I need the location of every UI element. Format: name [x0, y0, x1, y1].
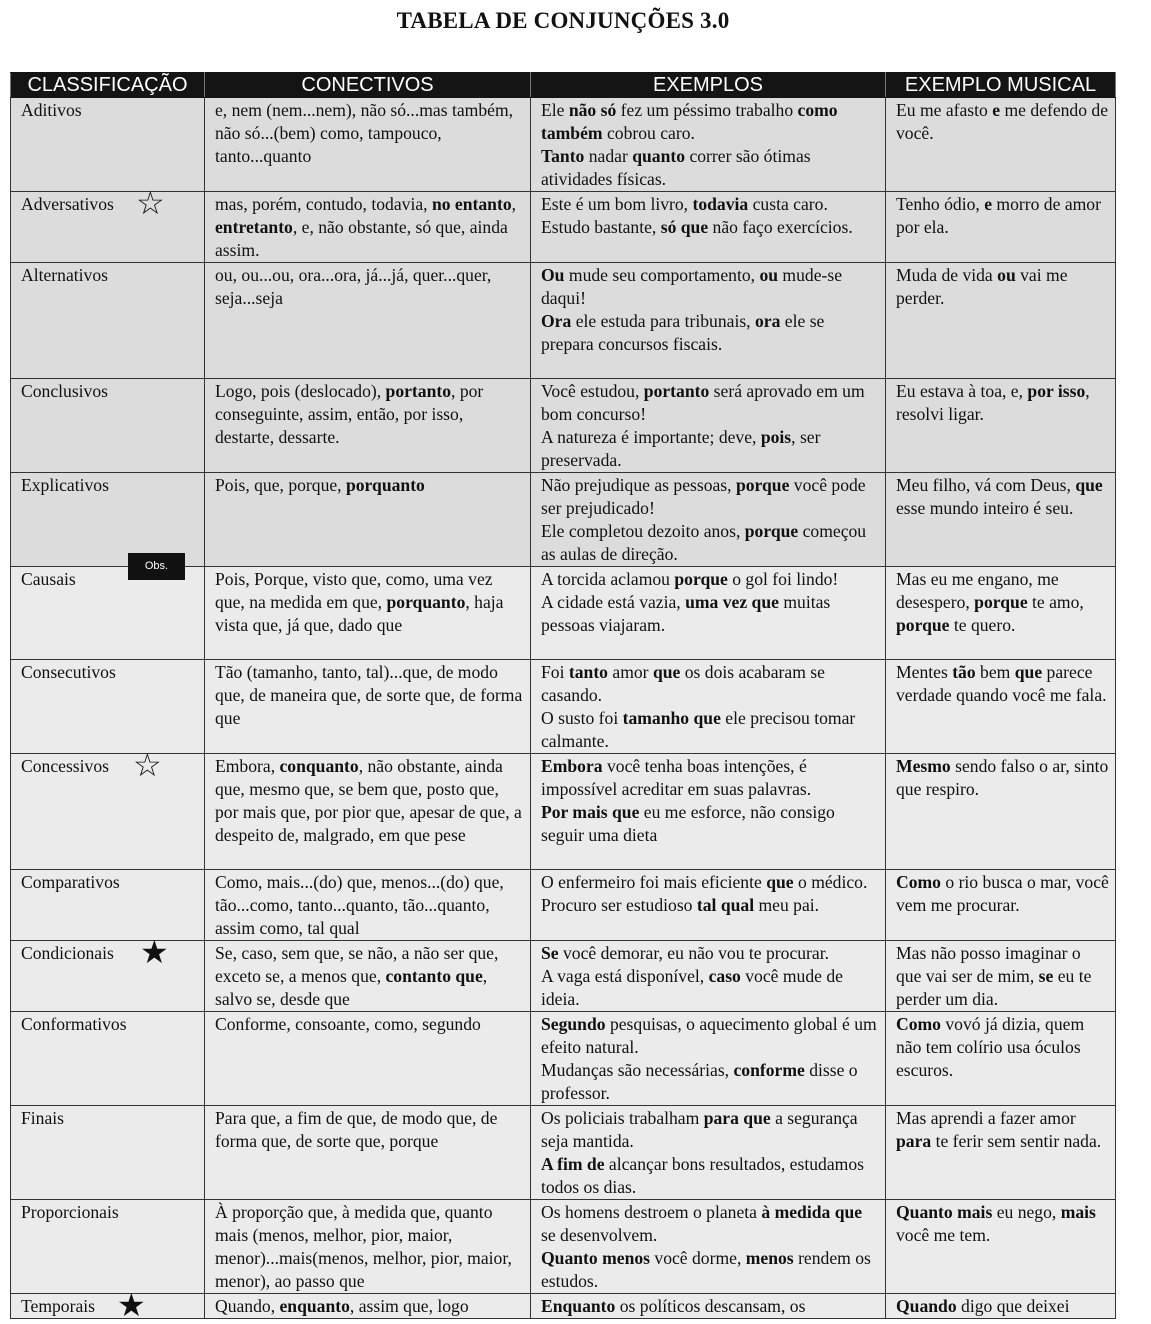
- classification-label: Adversativos: [21, 194, 114, 214]
- text-run: , resolvi ligar.: [896, 381, 1090, 424]
- text-run: Como, mais...(do) que, menos...(do) que, tão...como, tanto...quanto, tão...quanto, assim como, tal qual: [215, 872, 504, 938]
- highlighted-conjunction: Tanto: [541, 146, 585, 166]
- highlighted-conjunction: por isso: [1027, 381, 1086, 401]
- highlighted-conjunction: contanto que: [385, 966, 483, 986]
- classification-label: Concessivos: [21, 756, 109, 776]
- examples-cell: [531, 98, 886, 192]
- text-run: Estudo bastante,: [541, 217, 661, 237]
- example-sentence: [541, 1295, 880, 1318]
- text-run: Ele: [541, 100, 569, 120]
- table-row: [11, 941, 1116, 1012]
- example-sentence: [541, 193, 880, 216]
- text-run: começou as aulas de direção.: [541, 521, 867, 564]
- example-sentence: [541, 145, 880, 191]
- highlighted-conjunction: ou: [759, 265, 779, 285]
- classification-label: Conclusivos: [21, 381, 108, 401]
- musical-example-cell: [886, 473, 1116, 567]
- highlighted-conjunction: Ora: [541, 311, 572, 331]
- text-run: o gol foi lindo!: [727, 569, 839, 589]
- highlighted-conjunction: porquanto: [386, 592, 466, 612]
- musical-example-cell: [886, 1106, 1116, 1200]
- classification-label: Finais: [21, 1108, 65, 1128]
- musical-example-cell: [886, 870, 1116, 941]
- text-run: Os policiais trabalham: [541, 1108, 704, 1128]
- text-run: te quero.: [949, 615, 1016, 635]
- text-run: , ser preservada.: [541, 427, 821, 470]
- text-run: Tão (tamanho, tanto, tal)...que, de modo que, de maneira que, de sorte que, de forma que: [215, 662, 523, 728]
- musical-example-cell: [886, 1012, 1116, 1106]
- highlighted-conjunction: como também: [541, 100, 838, 143]
- text-run: o médico.: [793, 872, 868, 892]
- text-run: Este é um bom livro,: [541, 194, 693, 214]
- highlighted-conjunction: mais: [1060, 1202, 1096, 1222]
- example-sentence: [541, 216, 880, 239]
- obs-note-button[interactable]: Obs.: [128, 553, 185, 580]
- examples-cell: [531, 263, 886, 379]
- text-run: mude-se daqui!: [541, 265, 843, 308]
- highlighted-conjunction: se: [1038, 966, 1054, 986]
- text-run: , não obstante, ainda que, mesmo que, se bem que, posto que, por mais que, por pior que, apesar de que, a despeito de, malgrado, em que pese: [215, 756, 522, 845]
- table-row: [11, 660, 1116, 754]
- examples-cell: [531, 941, 886, 1012]
- example-sentence: [541, 942, 880, 965]
- table-row: [11, 754, 1116, 870]
- text-run: Ele completou dezoito anos,: [541, 521, 745, 541]
- highlighted-conjunction: tal qual: [696, 895, 755, 915]
- text-run: A vaga está disponível,: [541, 966, 709, 986]
- text-run: , e, não obstante, só que, ainda assim.: [215, 217, 508, 260]
- classification-cell: [11, 1012, 205, 1106]
- table-header-row: [11, 73, 1116, 98]
- example-sentence: [541, 755, 880, 801]
- classification-cell: [11, 933, 205, 1012]
- classification-cell: [11, 379, 205, 473]
- text-run: Se, caso, sem que, se não, a não ser que, exceto se, a menos que,: [215, 943, 499, 986]
- text-run: Muda de vida: [896, 265, 998, 285]
- highlighted-conjunction: Quanto mais: [896, 1202, 993, 1222]
- text-run: mude seu comportamento,: [564, 265, 760, 285]
- text-run: Pois, que, porque,: [215, 475, 346, 495]
- text-run: , salvo se, desde que: [215, 966, 488, 1009]
- text-run: e, nem (nem...nem), não só...mas também, não só...(bem) como, tampouco, tanto...quanto: [215, 100, 514, 166]
- conjunctions-table: [10, 72, 1116, 1324]
- classification-label: Causais: [21, 569, 76, 589]
- text-run: ele se prepara concursos fiscais.: [541, 311, 825, 354]
- table-row: [11, 192, 1116, 263]
- highlighted-conjunction: tão: [952, 662, 976, 682]
- highlighted-conjunction: uma vez que: [685, 592, 779, 612]
- connectives-cell: [205, 192, 531, 263]
- text-run: Não prejudique as pessoas,: [541, 475, 736, 495]
- text-run: você pode ser prejudicado!: [541, 475, 866, 518]
- example-sentence: [541, 1107, 880, 1153]
- connectives-cell: [205, 1012, 531, 1106]
- connectives-cell: [205, 473, 531, 567]
- highlighted-conjunction: não só: [568, 100, 617, 120]
- text-run: Os homens destroem o planeta: [541, 1202, 762, 1222]
- musical-example-cell: [886, 263, 1116, 379]
- examples-cell: [531, 660, 886, 754]
- highlighted-conjunction: menos: [745, 1248, 794, 1268]
- highlighted-conjunction: Quando: [896, 1296, 957, 1316]
- highlighted-conjunction: Por mais que: [541, 802, 640, 822]
- highlighted-conjunction: pois: [760, 427, 792, 447]
- text-run: Mas eu me engano, me desespero,: [896, 569, 1059, 612]
- text-run: o rio busca o mar, você vem me procurar.: [896, 872, 1109, 915]
- highlighted-conjunction: conquanto: [279, 756, 359, 776]
- highlighted-conjunction: Como: [896, 872, 941, 892]
- highlighted-conjunction: que: [1014, 662, 1043, 682]
- text-run: ele precisou tomar calmante.: [541, 708, 856, 751]
- connectives-cell: [205, 567, 531, 660]
- highlighted-conjunction: Quanto menos: [541, 1248, 650, 1268]
- header-musical-example: EXEMPLO MUSICAL: [886, 73, 1116, 98]
- table-row: [11, 263, 1116, 379]
- text-run: me defendo de você.: [896, 100, 1109, 143]
- text-run: Para que, a fim de que, de modo que, de forma que, de sorte que, porque: [215, 1108, 498, 1151]
- musical-example-cell: [886, 660, 1116, 754]
- musical-example-cell: [886, 567, 1116, 660]
- highlighted-conjunction: quanto: [632, 146, 686, 166]
- classification-cell: [11, 746, 205, 870]
- text-run: eu me esforce, não consigo seguir uma dieta: [541, 802, 835, 845]
- text-run: você demorar, eu não vou te procurar.: [558, 943, 830, 963]
- connectives-cell: [205, 1106, 531, 1200]
- highlighted-conjunction: que: [766, 872, 794, 892]
- classification-label: Alternativos: [21, 265, 108, 285]
- example-sentence: [541, 707, 880, 753]
- text-run: você mude de ideia.: [541, 966, 843, 1009]
- table-row: [11, 567, 1116, 660]
- classification-cell: [11, 184, 205, 263]
- classification-label: Condicionais: [21, 943, 114, 963]
- example-sentence: [541, 310, 880, 356]
- text-run: Pois, Porque, visto que, como, uma vez que, na medida em que,: [215, 569, 493, 612]
- connectives-cell: [205, 98, 531, 192]
- examples-cell: [531, 1012, 886, 1106]
- example-sentence: [541, 965, 880, 1011]
- text-run: se desenvolvem.: [541, 1225, 658, 1245]
- text-run: você tenha boas intenções, é impossível acreditar em suas palavras.: [541, 756, 812, 799]
- highlighted-conjunction: Segundo: [541, 1014, 606, 1034]
- header-connectives: CONECTIVOS: [205, 73, 531, 98]
- table-row: [11, 1294, 1116, 1319]
- text-run: , por conseguinte, assim, então, por isso, destarte, dessarte.: [215, 381, 484, 447]
- example-sentence: [541, 894, 880, 917]
- table-row: [11, 98, 1116, 192]
- classification-cell: [11, 870, 205, 941]
- text-run: A cidade está vazia,: [541, 592, 686, 612]
- table-row: [11, 379, 1116, 473]
- text-run: custa caro.: [748, 194, 828, 214]
- highlighted-conjunction: caso: [708, 966, 741, 986]
- highlighted-conjunction: Ou: [541, 265, 565, 285]
- text-run: À proporção que, à medida que, quanto mais (menos, melhor, pior, maior, menor)...mais(menos, melhor, pior, maior, menor), ao passo que: [215, 1202, 512, 1291]
- classification-label: Temporais: [21, 1296, 96, 1316]
- connectives-cell: [205, 660, 531, 754]
- highlighted-conjunction: ora: [754, 311, 781, 331]
- highlighted-conjunction: Se: [541, 943, 559, 963]
- text-run: cobrou caro.: [602, 123, 695, 143]
- text-run: mas, porém, contudo, todavia,: [215, 194, 432, 214]
- highlighted-conjunction: conforme: [733, 1060, 805, 1080]
- text-run: Meu filho, vá com Deus,: [896, 475, 1076, 495]
- musical-example-cell: [886, 941, 1116, 1012]
- highlighted-conjunction: porque: [896, 615, 950, 635]
- text-run: O enfermeiro foi mais eficiente: [541, 872, 767, 892]
- highlighted-conjunction: portanto: [643, 381, 710, 401]
- highlighted-conjunction: porque: [744, 521, 799, 541]
- connectives-cell: [205, 1200, 531, 1294]
- text-run: Conforme, consoante, como, segundo: [215, 1014, 481, 1034]
- examples-cell: [531, 754, 886, 870]
- text-run: muitas pessoas viajaram.: [541, 592, 831, 635]
- text-run: os dois acabaram se casando.: [541, 662, 825, 705]
- text-run: meu pai.: [754, 895, 820, 915]
- text-run: bem: [975, 662, 1015, 682]
- example-sentence: [541, 426, 880, 472]
- text-run: nadar: [584, 146, 633, 166]
- text-run: A torcida aclamou: [541, 569, 675, 589]
- text-run: vai me perder.: [896, 265, 1068, 308]
- connectives-cell: [205, 1294, 531, 1319]
- musical-example-cell: [886, 1200, 1116, 1294]
- highlighted-conjunction: porque: [735, 475, 790, 495]
- text-run: disse o professor.: [541, 1060, 858, 1103]
- highlighted-conjunction: tamanho que: [622, 708, 721, 728]
- text-run: amor: [607, 662, 653, 682]
- text-run: digo que deixei: [956, 1296, 1070, 1316]
- examples-cell: [531, 1200, 886, 1294]
- table-row: [11, 1106, 1116, 1200]
- example-sentence: [541, 1059, 880, 1105]
- highlighted-conjunction: todavia: [692, 194, 749, 214]
- table-row: [11, 1200, 1116, 1294]
- text-run: Eu me afasto: [896, 100, 993, 120]
- text-run: correr são ótimas atividades físicas.: [541, 146, 811, 189]
- text-run: O susto foi: [541, 708, 623, 728]
- classification-cell: [11, 660, 205, 754]
- classification-cell: [11, 1200, 205, 1294]
- highlighted-conjunction: entretanto: [215, 217, 293, 237]
- text-run: Embora,: [215, 756, 280, 776]
- text-run: Logo, pois (deslocado),: [215, 381, 386, 401]
- filled-star-icon: ★: [117, 1286, 146, 1324]
- text-run: Foi: [541, 662, 569, 682]
- example-sentence: [541, 520, 880, 566]
- examples-cell: [531, 379, 886, 473]
- example-sentence: [541, 1201, 880, 1247]
- text-run: Mas não posso imaginar o que vai ser de mim,: [896, 943, 1081, 986]
- musical-example-cell: [886, 379, 1116, 473]
- connectives-cell: [205, 870, 531, 941]
- highlighted-conjunction: tanto: [568, 662, 608, 682]
- highlighted-conjunction: porque: [974, 592, 1028, 612]
- text-run: esse mundo inteiro é seu.: [896, 498, 1074, 518]
- example-sentence: [541, 591, 880, 637]
- text-run: te ferir sem sentir nada.: [931, 1131, 1102, 1151]
- highlighted-conjunction: ou: [997, 265, 1016, 285]
- connectives-cell: [205, 263, 531, 379]
- classification-label: Conformativos: [21, 1014, 127, 1034]
- header-examples: EXEMPLOS: [531, 73, 886, 98]
- example-sentence: [541, 99, 880, 145]
- text-run: ,: [511, 194, 517, 214]
- highlighted-conjunction: porque: [674, 569, 728, 589]
- example-sentence: [541, 264, 880, 310]
- highlighted-conjunction: Mesmo: [896, 756, 951, 776]
- highlighted-conjunction: A fim de: [541, 1154, 605, 1174]
- text-run: você dorme,: [650, 1248, 746, 1268]
- classification-cell: [11, 1106, 205, 1200]
- highlighted-conjunction: à medida que: [761, 1202, 863, 1222]
- text-run: eu te perder um dia.: [896, 966, 1092, 1009]
- highlighted-conjunction: e: [992, 100, 1001, 120]
- text-run: a segurança seja mantida.: [541, 1108, 858, 1151]
- examples-cell: [531, 567, 886, 660]
- text-run: pesquisas, o aquecimento global é um efeito natural.: [541, 1014, 877, 1057]
- text-run: Eu estava à toa, e,: [896, 381, 1028, 401]
- text-run: Você estudou,: [541, 381, 644, 401]
- classification-label: Explicativos: [21, 475, 109, 495]
- text-run: alcançar bons resultados, estudamos todos os dias.: [541, 1154, 864, 1197]
- table-row: [11, 1012, 1116, 1106]
- text-run: vovó já dizia, quem não tem colírio usa óculos escuros.: [896, 1014, 1085, 1080]
- text-run: os políticos descansam, os: [615, 1296, 806, 1316]
- header-classification: CLASSIFICAÇÃO: [11, 73, 205, 98]
- example-sentence: [541, 474, 880, 520]
- highlighted-conjunction: para que: [703, 1108, 771, 1128]
- example-sentence: [541, 871, 880, 894]
- highlighted-conjunction: Enquanto: [541, 1296, 616, 1316]
- table-row: [11, 870, 1116, 941]
- highlighted-conjunction: que: [652, 662, 681, 682]
- example-sentence: [541, 1153, 880, 1199]
- classification-cell: [11, 263, 205, 379]
- text-run: será aprovado em um bom concurso!: [541, 381, 865, 424]
- classification-label: Proporcionais: [21, 1202, 119, 1222]
- text-run: , assim que, logo: [349, 1296, 469, 1316]
- highlighted-conjunction: porquanto: [345, 475, 425, 495]
- text-run: sendo falso o ar, sinto que respiro.: [896, 756, 1109, 799]
- text-run: Tenho ódio,: [896, 194, 985, 214]
- text-run: Procuro ser estudioso: [541, 895, 697, 915]
- text-run: Quando,: [215, 1296, 280, 1316]
- highlighted-conjunction: que: [1075, 475, 1103, 495]
- outline-star-icon: ☆: [133, 746, 162, 784]
- highlighted-conjunction: Embora: [541, 756, 603, 776]
- musical-example-cell: [886, 754, 1116, 870]
- connectives-cell: [205, 379, 531, 473]
- outline-star-icon: ☆: [136, 184, 165, 222]
- example-sentence: [541, 568, 880, 591]
- highlighted-conjunction: Como: [896, 1014, 941, 1034]
- classification-cell: [11, 560, 205, 660]
- highlighted-conjunction: enquanto: [279, 1296, 350, 1316]
- text-run: A natureza é importante; deve,: [541, 427, 761, 447]
- connectives-cell: [205, 941, 531, 1012]
- examples-cell: [531, 1106, 886, 1200]
- highlighted-conjunction: portanto: [385, 381, 452, 401]
- highlighted-conjunction: e: [984, 194, 993, 214]
- musical-example-cell: [886, 1294, 1116, 1319]
- text-run: fez um péssimo trabalho: [616, 100, 798, 120]
- text-run: eu nego,: [992, 1202, 1061, 1222]
- examples-cell: [531, 192, 886, 263]
- text-run: te amo,: [1027, 592, 1084, 612]
- example-sentence: [541, 1247, 880, 1293]
- text-run: ele estuda para tribunais,: [571, 311, 755, 331]
- classification-cell: [11, 98, 205, 192]
- classification-label: Comparativos: [21, 872, 120, 892]
- text-run: parece verdade quando você me fala.: [896, 662, 1107, 705]
- highlighted-conjunction: para: [896, 1131, 932, 1151]
- musical-example-cell: [886, 192, 1116, 263]
- text-run: não faço exercícios.: [708, 217, 853, 237]
- text-run: Mentes: [896, 662, 953, 682]
- text-run: Mas aprendi a fazer amor: [896, 1108, 1076, 1128]
- musical-example-cell: [886, 98, 1116, 192]
- example-sentence: [541, 1013, 880, 1059]
- text-run: Mudanças são necessárias,: [541, 1060, 734, 1080]
- text-run: , haja vista que, já que, dado que: [215, 592, 504, 635]
- document-title: TABELA DE CONJUNÇÕES 3.0: [396, 8, 730, 33]
- text-run: ou, ou...ou, ora...ora, já...já, quer...quer, seja...seja: [215, 265, 492, 308]
- highlighted-conjunction: só que: [660, 217, 709, 237]
- highlighted-conjunction: no entanto: [431, 194, 512, 214]
- text-run: rendem os estudos.: [541, 1248, 871, 1291]
- text-run: morro de amor por ela.: [896, 194, 1101, 237]
- classification-cell: [11, 1286, 205, 1324]
- examples-cell: [531, 870, 886, 941]
- examples-cell: [531, 473, 886, 567]
- examples-cell: [531, 1294, 886, 1319]
- connectives-cell: [205, 754, 531, 870]
- example-sentence: [541, 661, 880, 707]
- example-sentence: [541, 380, 880, 426]
- example-sentence: [541, 801, 880, 847]
- filled-star-icon: ★: [140, 933, 169, 971]
- text-run: você me tem.: [896, 1225, 991, 1245]
- classification-label: Aditivos: [21, 100, 82, 120]
- classification-label: Consecutivos: [21, 662, 116, 682]
